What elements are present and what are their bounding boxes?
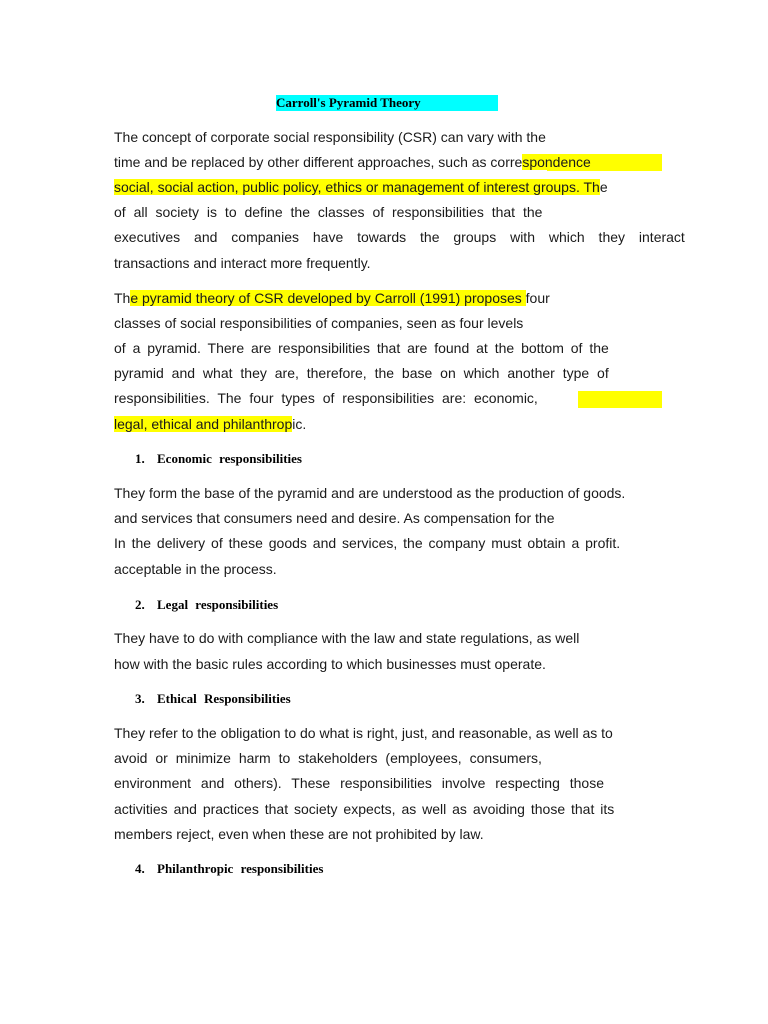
section-3-line-1: They refer to the obligation to do what is right, just, and reasonable, as well as to xyxy=(114,725,613,741)
section-3-line-3: environment and others). These responsibilities involve respecting those xyxy=(114,775,604,791)
intro-line-3-highlight: social, social action, public policy, ethics or management of interest groups. Th xyxy=(114,179,600,195)
section-heading-label: Philanthropic responsibilities xyxy=(157,861,324,876)
section-1-line-4: acceptable in the process. xyxy=(114,561,277,577)
pyramid-line-1-plain-a: Th xyxy=(114,290,131,306)
pyramid-line-5: responsibilities. The four types of responsibilities are: economic, xyxy=(114,390,538,406)
section-number: 4. xyxy=(135,861,145,876)
highlight-box xyxy=(578,391,662,408)
intro-line-6: transactions and interact more frequently. xyxy=(114,255,371,271)
pyramid-line-1-plain-b: four xyxy=(525,290,550,306)
section-number: 2. xyxy=(135,597,145,612)
pyramid-line-6 xyxy=(114,414,306,434)
section-3-line-2: avoid or minimize harm to stakeholders (employees, consumers, xyxy=(114,750,542,766)
pyramid-line-1 xyxy=(114,288,550,308)
intro-line-1: The concept of corporate social responsibility (CSR) can vary with the xyxy=(114,129,546,145)
section-heading-label: Legal responsibilities xyxy=(157,597,279,612)
intro-line-2-highlight: spondence xyxy=(522,154,591,170)
section-1-line-1: They form the base of the pyramid and are understood as the production of goods. xyxy=(114,485,626,501)
pyramid-line-4: pyramid and what they are, therefore, the base on which another type of xyxy=(114,365,609,381)
pyramid-line-2: classes of social responsibilities of companies, seen as four levels xyxy=(114,315,524,331)
section-2-line-1: They have to do with compliance with the law and state regulations, as well xyxy=(114,630,580,646)
section-3-line-4: activities and practices that society expects, as well as avoiding those that its xyxy=(114,801,615,817)
pyramid-line-3: of a pyramid. There are responsibilities that are found at the bottom of the xyxy=(114,340,609,356)
intro-line-5: executives and companies have towards the groups with which they interact xyxy=(114,229,685,245)
section-heading-philanthropic xyxy=(135,859,323,879)
section-heading-ethical xyxy=(135,689,291,709)
section-number: 1. xyxy=(135,451,145,466)
section-heading-economic xyxy=(135,449,302,469)
document-title xyxy=(276,95,498,111)
pyramid-line-1-highlight: e pyramid theory of CSR developed by Carroll (1991) proposes xyxy=(130,290,526,306)
intro-line-2-plain: time and be replaced by other different approaches, such as corre xyxy=(114,154,523,170)
section-heading-label: Economic responsibilities xyxy=(157,451,302,466)
section-heading-legal xyxy=(135,595,278,615)
section-1-line-2: and services that consumers need and desire. As compensation for the xyxy=(114,510,555,526)
intro-line-2 xyxy=(114,152,591,172)
section-2-line-2: how with the basic rules according to which businesses must operate. xyxy=(114,656,546,672)
document-title-text: Carroll's Pyramid Theory xyxy=(276,95,421,110)
section-3-line-5: members reject, even when these are not prohibited by law. xyxy=(114,826,484,842)
section-1-line-3: In the delivery of these goods and services, the company must obtain a profit. xyxy=(114,535,621,551)
intro-line-3-plain: e xyxy=(599,179,608,195)
intro-line-3 xyxy=(114,177,608,197)
pyramid-line-6-highlight: legal, ethical and philanthrop xyxy=(114,416,293,432)
pyramid-line-6-plain: ic. xyxy=(292,416,307,432)
intro-line-4: of all society is to define the classes of responsibilities that the xyxy=(114,204,543,220)
section-heading-label: Ethical Responsibilities xyxy=(157,691,291,706)
section-number: 3. xyxy=(135,691,145,706)
